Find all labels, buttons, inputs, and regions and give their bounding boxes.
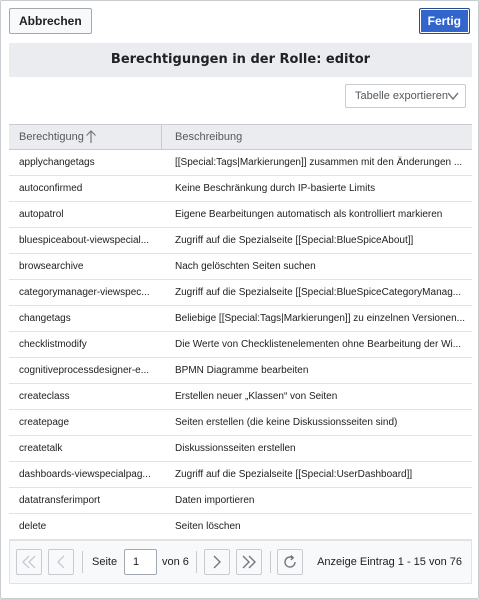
- table-row[interactable]: [9, 202, 472, 228]
- previous-page-icon: [53, 554, 69, 570]
- permissions-table: [9, 124, 472, 540]
- table-row[interactable]: [9, 514, 472, 540]
- table-row[interactable]: [9, 176, 472, 202]
- permission-cell: delete: [19, 521, 47, 532]
- table-row[interactable]: [9, 488, 472, 514]
- export-table-label: Tabelle exportieren: [355, 90, 448, 102]
- description-cell: [[Special:Tags|Markierungen]] zusammen mit den Änderungen ...: [175, 157, 463, 168]
- table-row[interactable]: [9, 358, 472, 384]
- permission-cell: createtalk: [19, 443, 63, 454]
- permission-cell: createclass: [19, 391, 70, 402]
- permission-cell: autoconfirmed: [19, 183, 83, 194]
- done-button[interactable]: Fertig: [419, 8, 470, 34]
- description-cell: Seiten löschen: [175, 521, 241, 532]
- previous-page-button[interactable]: [48, 549, 74, 575]
- table-row[interactable]: [9, 280, 472, 306]
- dialog-header: [1, 1, 478, 41]
- description-cell: Erstellen neuer „Klassen“ von Seiten: [175, 391, 338, 402]
- description-cell: BPMN Diagramme bearbeiten: [175, 365, 309, 376]
- table-row[interactable]: [9, 436, 472, 462]
- permission-cell: applychangetags: [19, 157, 95, 168]
- page-label: Seite: [92, 556, 118, 568]
- description-cell: Keine Beschränkung durch IP-basierte Limits: [175, 183, 376, 194]
- next-page-button[interactable]: [204, 549, 230, 575]
- table-row[interactable]: [9, 306, 472, 332]
- permission-cell: changetags: [19, 313, 71, 324]
- page-count-label: von 6: [162, 556, 189, 568]
- refresh-icon: [282, 554, 298, 570]
- table-row[interactable]: [9, 150, 472, 176]
- pagination-toolbar: [9, 540, 472, 584]
- table-row[interactable]: [9, 228, 472, 254]
- description-cell: Diskussionsseiten erstellen: [175, 443, 296, 454]
- chevron-down-icon: [447, 91, 459, 101]
- table-row[interactable]: [9, 332, 472, 358]
- table-row[interactable]: [9, 254, 472, 280]
- table-row[interactable]: [9, 410, 472, 436]
- permission-cell: autopatrol: [19, 209, 64, 220]
- pager-separator: [82, 551, 83, 573]
- description-cell: Zugriff auf die Spezialseite [[Special:UserDashboard]]: [175, 469, 413, 480]
- description-cell: Beliebige [[Special:Tags|Markierungen]] zu einzelnen Versionen...: [175, 313, 465, 324]
- description-cell: Zugriff auf die Spezialseite [[Special:BlueSpiceAbout]]: [175, 235, 414, 246]
- description-cell: Seiten erstellen (die keine Diskussionsseiten sind): [175, 417, 398, 428]
- description-cell: Daten importieren: [175, 495, 255, 506]
- page-number-input[interactable]: [124, 549, 157, 575]
- column-header-permission[interactable]: [9, 125, 162, 149]
- last-page-button[interactable]: [236, 549, 262, 575]
- permission-cell: createpage: [19, 417, 70, 428]
- first-page-icon: [21, 554, 37, 570]
- export-table-dropdown[interactable]: [345, 84, 466, 108]
- last-page-icon: [241, 554, 257, 570]
- first-page-button[interactable]: [16, 549, 42, 575]
- permission-cell: bluespiceabout-viewspecial...: [19, 235, 150, 246]
- table-row[interactable]: [9, 384, 472, 410]
- permission-cell: categorymanager-viewspec...: [19, 287, 150, 298]
- permission-cell: datatransferimport: [19, 495, 101, 506]
- pager-status: Anzeige Eintrag 1 - 15 von 76: [317, 556, 462, 568]
- column-header-permission-label: Berechtigung: [19, 131, 84, 143]
- sort-ascending-icon: [85, 130, 97, 144]
- permission-cell: cognitiveprocessdesigner-e...: [19, 365, 150, 376]
- permission-cell: checklistmodify: [19, 339, 87, 350]
- column-header-description[interactable]: Beschreibung: [175, 131, 243, 143]
- dialog-title: Berechtigungen in der Rolle: editor: [9, 43, 472, 77]
- description-cell: Nach gelöschten Seiten suchen: [175, 261, 316, 272]
- pager-separator: [196, 551, 197, 573]
- permission-cell: browsearchive: [19, 261, 84, 272]
- refresh-button[interactable]: [277, 549, 303, 575]
- table-row[interactable]: [9, 462, 472, 488]
- description-cell: Zugriff auf die Spezialseite [[Special:BlueSpiceCategoryManag...: [175, 287, 462, 298]
- next-page-icon: [209, 554, 225, 570]
- description-cell: Die Werte von Checklistenelementen ohne Bearbeitung der Wi...: [175, 339, 462, 350]
- pager-separator: [270, 551, 271, 573]
- cancel-button[interactable]: Abbrechen: [9, 8, 92, 34]
- table-header: [9, 124, 472, 150]
- description-cell: Eigene Bearbeitungen automatisch als kontrolliert markieren: [175, 209, 443, 220]
- permission-cell: dashboards-viewspecialpag...: [19, 469, 151, 480]
